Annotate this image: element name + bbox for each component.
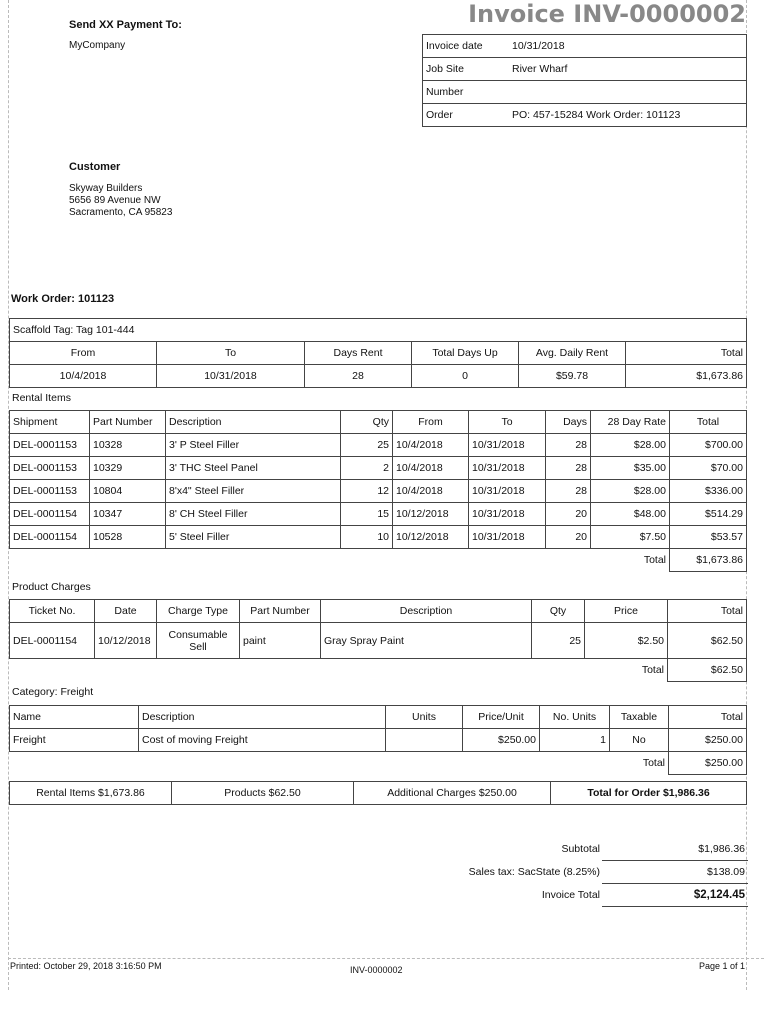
cell-total: $250.00 <box>669 729 747 752</box>
table-row <box>10 503 747 526</box>
cell-rate: $28.00 <box>591 480 670 503</box>
cell-price: $2.50 <box>585 623 668 659</box>
col-from: From <box>10 342 157 365</box>
product-charges-label: Product Charges <box>12 581 91 593</box>
col-from: From <box>393 411 469 434</box>
cell-qty: 25 <box>341 434 393 457</box>
wo-avg-daily-rent: $59.78 <box>519 365 626 388</box>
col-units: Units <box>386 706 463 729</box>
cell-rate: $28.00 <box>591 434 670 457</box>
customer-address-line1: 5656 89 Avenue NW <box>69 195 161 206</box>
info-row <box>423 58 747 81</box>
col-to: To <box>157 342 305 365</box>
printed-timestamp: Printed: October 29, 2018 3:16:50 PM <box>10 961 162 971</box>
rental-total-row <box>10 549 747 572</box>
col-name: Name <box>10 706 139 729</box>
subtotal-value: $1,986.36 <box>602 838 748 861</box>
cell-qty: 12 <box>341 480 393 503</box>
product-total-row <box>10 659 747 682</box>
cell-days: 28 <box>546 457 591 480</box>
col-price: Price <box>585 600 668 623</box>
col-days: Days <box>546 411 591 434</box>
freight-table <box>9 705 747 775</box>
work-order-values-row <box>10 365 747 388</box>
summary-total-for-order: Total for Order $1,986.36 <box>551 782 747 805</box>
cell-name: Freight <box>10 729 139 752</box>
customer-name: Skyway Builders <box>69 183 143 194</box>
cell-part-number: 10328 <box>90 434 166 457</box>
rental-items-label: Rental Items <box>12 392 71 404</box>
info-label: Number <box>423 81 510 104</box>
rental-header-row <box>10 411 747 434</box>
cell-part-number: 10329 <box>90 457 166 480</box>
col-days-rent: Days Rent <box>305 342 412 365</box>
table-row <box>10 729 747 752</box>
table-row <box>10 623 747 659</box>
send-to-label: Send XX Payment To: <box>69 19 182 31</box>
summary-products: Products $62.50 <box>172 782 354 805</box>
cell-from: 10/4/2018 <box>393 457 469 480</box>
cell-total: $70.00 <box>670 457 747 480</box>
table-row <box>10 480 747 503</box>
cell-total: $62.50 <box>668 623 747 659</box>
col-to: To <box>469 411 546 434</box>
cell-part-number: 10804 <box>90 480 166 503</box>
cell-total: $336.00 <box>670 480 747 503</box>
freight-category-label: Category: Freight <box>12 686 94 698</box>
info-label: Invoice date <box>423 35 510 58</box>
tax-value: $138.09 <box>602 861 748 884</box>
cell-description: 8'x4" Steel Filler <box>166 480 341 503</box>
col-part-number: Part Number <box>240 600 321 623</box>
cell-days: 28 <box>546 480 591 503</box>
cell-part-number: 10347 <box>90 503 166 526</box>
cell-no-units: 1 <box>540 729 610 752</box>
col-description: Description <box>166 411 341 434</box>
invoice-totals <box>440 838 748 907</box>
cell-to: 10/31/2018 <box>469 480 546 503</box>
info-row <box>423 104 747 127</box>
invoice-info-table <box>422 34 747 127</box>
cell-date: 10/12/2018 <box>95 623 157 659</box>
cell-units <box>386 729 463 752</box>
freight-total-value: $250.00 <box>669 752 747 775</box>
cell-description: 8' CH Steel Filler <box>166 503 341 526</box>
product-header-row <box>10 600 747 623</box>
cell-days: 28 <box>546 434 591 457</box>
col-rate: 28 Day Rate <box>591 411 670 434</box>
cell-days: 20 <box>546 526 591 549</box>
work-order-table <box>9 318 747 388</box>
subtotal-label: Subtotal <box>561 843 600 856</box>
subtotal-row <box>440 838 748 861</box>
info-label: Job Site <box>423 58 510 81</box>
col-total-days-up: Total Days Up <box>412 342 519 365</box>
customer-label: Customer <box>69 161 121 173</box>
tax-label: Sales tax: SacState (8.25%) <box>468 866 600 878</box>
cell-part-number: 10528 <box>90 526 166 549</box>
wo-to: 10/31/2018 <box>157 365 305 388</box>
cell-total: $700.00 <box>670 434 747 457</box>
work-order-header-row <box>10 342 747 365</box>
cell-days: 20 <box>546 503 591 526</box>
tax-row <box>440 861 748 884</box>
cell-to: 10/31/2018 <box>469 503 546 526</box>
cell-shipment: DEL-0001154 <box>10 526 90 549</box>
cell-description: Gray Spray Paint <box>321 623 532 659</box>
work-order-title: Work Order: 101123 <box>11 293 115 305</box>
col-part-number: Part Number <box>90 411 166 434</box>
col-date: Date <box>95 600 157 623</box>
table-row <box>10 526 747 549</box>
cell-from: 10/12/2018 <box>393 503 469 526</box>
cell-shipment: DEL-0001154 <box>10 503 90 526</box>
cell-to: 10/31/2018 <box>469 457 546 480</box>
cell-taxable: No <box>610 729 669 752</box>
freight-total-row <box>10 752 747 775</box>
cell-description: 3' P Steel Filler <box>166 434 341 457</box>
col-total: Total <box>669 706 747 729</box>
col-taxable: Taxable <box>610 706 669 729</box>
invoice-total-row <box>440 884 748 907</box>
cell-from: 10/12/2018 <box>393 526 469 549</box>
cell-from: 10/4/2018 <box>393 434 469 457</box>
freight-header-row <box>10 706 747 729</box>
page-number: Page 1 of 1 <box>698 961 745 971</box>
cell-ticket-no: DEL-0001154 <box>10 623 95 659</box>
cell-part-number: paint <box>240 623 321 659</box>
cell-to: 10/31/2018 <box>469 526 546 549</box>
col-qty: Qty <box>532 600 585 623</box>
wo-total: $1,673.86 <box>626 365 747 388</box>
info-row <box>423 35 747 58</box>
cell-description: Cost of moving Freight <box>139 729 386 752</box>
col-price-unit: Price/Unit <box>463 706 540 729</box>
cell-rate: $7.50 <box>591 526 670 549</box>
info-label: Order <box>423 104 510 127</box>
cell-shipment: DEL-0001153 <box>10 434 90 457</box>
summary-rental: Rental Items $1,673.86 <box>10 782 172 805</box>
invoice-total-value: $2,124.45 <box>602 884 748 907</box>
invoice-title: Invoice INV-0000002 <box>468 0 746 28</box>
product-charges-table <box>9 599 747 682</box>
table-row <box>10 457 747 480</box>
cell-qty: 15 <box>341 503 393 526</box>
col-ticket-no: Ticket No. <box>10 600 95 623</box>
cell-shipment: DEL-0001153 <box>10 457 90 480</box>
order-summary-table <box>9 781 747 805</box>
col-qty: Qty <box>341 411 393 434</box>
cell-rate: $35.00 <box>591 457 670 480</box>
rental-total-value: $1,673.86 <box>670 549 747 572</box>
col-total: Total <box>670 411 747 434</box>
rental-items-table <box>9 410 747 572</box>
info-value: PO: 457-15284 Work Order: 101123 <box>509 104 747 127</box>
summary-row <box>10 782 747 805</box>
cell-to: 10/31/2018 <box>469 434 546 457</box>
wo-days-rent: 28 <box>305 365 412 388</box>
summary-additional: Additional Charges $250.00 <box>354 782 551 805</box>
company-name: MyCompany <box>69 40 126 51</box>
cell-shipment: DEL-0001153 <box>10 480 90 503</box>
cell-qty: 25 <box>532 623 585 659</box>
invoice-total-label: Invoice Total <box>541 889 600 901</box>
col-avg-daily-rent: Avg. Daily Rent <box>519 342 626 365</box>
scaffold-tag: Scaffold Tag: Tag 101-444 <box>10 319 747 342</box>
wo-from: 10/4/2018 <box>10 365 157 388</box>
cell-qty: 2 <box>341 457 393 480</box>
wo-total-days-up: 0 <box>412 365 519 388</box>
info-value: River Wharf <box>509 58 747 81</box>
product-total-label: Total <box>585 659 668 682</box>
freight-total-label: Total <box>610 752 669 775</box>
col-description: Description <box>139 706 386 729</box>
info-row <box>423 81 747 104</box>
cell-qty: 10 <box>341 526 393 549</box>
cell-charge-type: Consumable Sell <box>157 623 240 659</box>
col-no-units: No. Units <box>540 706 610 729</box>
cell-description: 3' THC Steel Panel <box>166 457 341 480</box>
col-total: Total <box>668 600 747 623</box>
cell-total: $514.29 <box>670 503 747 526</box>
info-value: 10/31/2018 <box>509 35 747 58</box>
col-charge-type: Charge Type <box>157 600 240 623</box>
footer-doc-id: INV-0000002 <box>350 965 403 975</box>
col-description: Description <box>321 600 532 623</box>
col-shipment: Shipment <box>10 411 90 434</box>
cell-total: $53.57 <box>670 526 747 549</box>
cell-rate: $48.00 <box>591 503 670 526</box>
rental-total-label: Total <box>591 549 670 572</box>
cell-price-unit: $250.00 <box>463 729 540 752</box>
product-total-value: $62.50 <box>668 659 747 682</box>
cell-from: 10/4/2018 <box>393 480 469 503</box>
cell-description: 5' Steel Filler <box>166 526 341 549</box>
col-total: Total <box>626 342 747 365</box>
info-value <box>509 81 747 104</box>
table-row <box>10 434 747 457</box>
footer-divider <box>8 958 764 959</box>
customer-address-line2: Sacramento, CA 95823 <box>69 207 173 218</box>
